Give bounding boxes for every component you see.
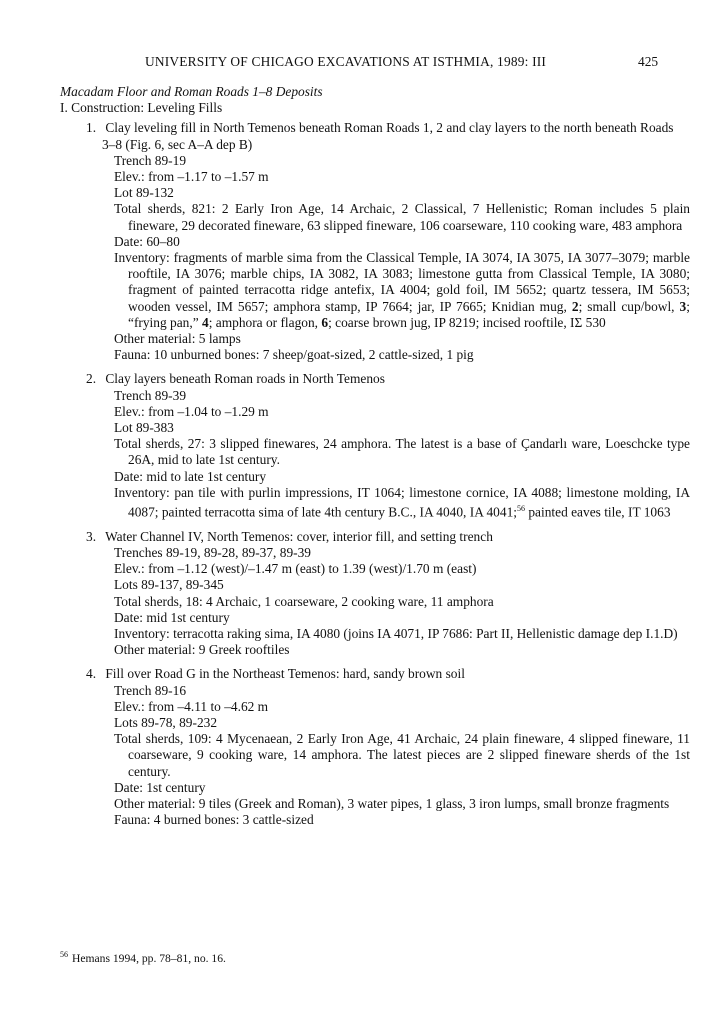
inventory-text: ; “frying pan,” (128, 298, 690, 330)
lot-field: Lots 89-137, 89-345 (114, 577, 224, 593)
entry-heading-text: Water Channel IV, North Temenos: cover, interior fill, and setting trench (105, 528, 493, 544)
sherds-field: Total sherds, 109: 4 Mycenaean, 2 Early Iron Age, 41 Archaic, 24 plain fineware, 4 slipped fineware, 11 coarseware, 9 cooking ware, 14 amphora. The latest pieces are 2 slipped fineware sherds of the 1st century. (114, 731, 690, 779)
deposit-entry-1 (60, 120, 690, 363)
trench-field: Trench 89-16 (114, 682, 187, 698)
running-head-title: UNIVERSITY OF CHICAGO EXCAVATIONS AT ISTHMIA, 1989: III (145, 54, 547, 69)
page-number: 425 (638, 54, 659, 69)
entry-number: 1. (86, 120, 97, 136)
entry-heading-text: Clay leveling fill in North Temenos beneath Roman Roads 1, 2 and clay layers to the north beneath Roads 3–8 (Fig. 6, sec A–A dep B) (102, 120, 674, 152)
deposit-entry-4 (60, 666, 690, 828)
entry-heading-text: Clay layers beneath Roman roads in North Temenos (105, 371, 385, 387)
deposit-entry-2 (60, 371, 690, 520)
date-field: Date: mid to late 1st century (114, 468, 267, 484)
catalogue-number: 6 (321, 314, 329, 330)
other-material-field: Other material: 9 Greek rooftiles (114, 642, 290, 658)
sherds-field: Total sherds, 18: 4 Archaic, 1 coarseware, 2 cooking ware, 11 amphora (114, 593, 494, 609)
footnote-text: Hemans 1994, pp. 78–81, no. 16. (72, 952, 226, 965)
elevation-field: Elev.: from –1.17 to –1.57 m (114, 169, 269, 185)
trench-field: Trench 89-39 (114, 387, 187, 403)
catalogue-number: 4 (202, 314, 209, 330)
section-title: Macadam Floor and Roman Roads 1–8 Deposits (60, 84, 323, 99)
inventory-text: ; amphora or flagon, (208, 314, 322, 330)
inventory-field: Inventory: terracotta raking sima, IA 4080 (joins IA 4071, IP 7686: Part II, Hellenistic damage dep I.1.D) (114, 625, 678, 641)
inventory-text: Inventory: fragments of marble sima from the Classical Temple, IA 3074, IA 3075, IA 3077–3079; marble rooftile, IA 3076; marble chips, IA 3082, IA 3083; limestone gutta from Classical Temple, IA 3080; fragment of painted terracotta ridge antefix, IA 4004; gold foil, IM 5652; quartz tessera, IM 5653; wooden vessel, IM 5657; amphora stamp, IP 7664; jar, IP 7665; Knidian mug, (114, 250, 690, 314)
main-text (60, 84, 690, 836)
entry-heading (60, 371, 690, 387)
date-field: Date: 60–80 (114, 233, 180, 249)
footnote (60, 952, 226, 965)
inventory-text: ; small cup/bowl, (578, 298, 680, 314)
fauna-field: Fauna: 10 unburned bones: 7 sheep/goat-sized, 2 cattle-sized, 1 pig (114, 347, 474, 363)
elevation-field: Elev.: from –4.11 to –4.62 m (114, 698, 269, 714)
entry-number: 2. (86, 371, 97, 387)
inventory-field (60, 485, 690, 521)
elevation-field: Elev.: from –1.04 to –1.29 m (114, 403, 269, 419)
other-material-field: Other material: 5 lamps (114, 331, 241, 347)
entry-heading-text: Fill over Road G in the Northeast Temenos: hard, sandy brown soil (105, 666, 465, 682)
catalogue-number: 2 (571, 298, 579, 314)
entry-number: 3. (86, 528, 97, 544)
inventory-text: painted eaves tile, IT 1063 (525, 504, 671, 520)
catalogue-number: 3 (679, 298, 687, 314)
deposit-entry-3 (60, 529, 690, 659)
footnote-mark: 56 (60, 950, 68, 959)
entry-heading (60, 529, 690, 545)
sherds-field: Total sherds, 821: 2 Early Iron Age, 14 Archaic, 2 Classical, 7 Hellenistic; Roman includes 5 plain fineware, 29 decorated fineware, 63 slipped fineware, 106 coarseware, 110 cooking ware, 483 amphora (114, 201, 690, 233)
elevation-field: Elev.: from –1.12 (west)/–1.47 m (east) to 1.39 (west)/1.70 m (east) (114, 561, 477, 577)
entry-number: 4. (86, 666, 97, 682)
section-subtitle: I. Construction: Leveling Fills (60, 100, 223, 116)
lot-field: Lots 89-78, 89-232 (114, 714, 218, 730)
inventory-field (60, 250, 690, 331)
date-field: Date: mid 1st century (114, 609, 230, 625)
entry-heading (60, 666, 690, 682)
sherds-field: Total sherds, 27: 3 slipped finewares, 24 amphora. The latest is a base of Çandarlı ware, Loeschcke type 26A, mid to late 1st century. (114, 436, 690, 468)
fauna-field: Fauna: 4 burned bones: 3 cattle-sized (114, 812, 314, 828)
lot-field: Lot 89-132 (114, 185, 174, 201)
inventory-text: Inventory: pan tile with purlin impressions, IT 1064; limestone cornice, IA 4088; limestone molding, IA 4087; painted terracotta sima of late 4th century B.C., IA 4040, IA 4041; (114, 484, 690, 520)
date-field: Date: 1st century (114, 779, 206, 795)
trench-field: Trench 89-19 (114, 152, 187, 168)
other-material-field: Other material: 9 tiles (Greek and Roman), 3 water pipes, 1 glass, 3 iron lumps, small bronze fragments (114, 796, 670, 811)
lot-field: Lot 89-383 (114, 420, 174, 436)
inventory-text: ; coarse brown jug, IP 8219; incised rooftile, IΣ 530 (328, 314, 606, 330)
trench-field: Trenches 89-19, 89-28, 89-37, 89-39 (114, 544, 311, 560)
entry-heading (60, 120, 690, 152)
footnote-reference[interactable]: 56 (517, 504, 525, 514)
